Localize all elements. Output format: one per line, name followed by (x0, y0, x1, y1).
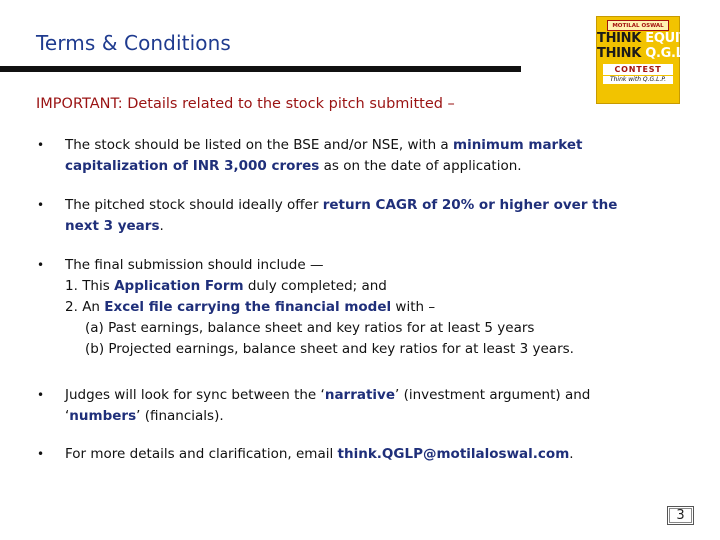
logo-line-1 (597, 31, 698, 46)
text-run-emphasis: return CAGR of 20% or higher over the next 3 years (65, 197, 618, 234)
text-run: . (159, 218, 164, 234)
logo-line-2 (597, 46, 700, 61)
text-run: ’ (investment argument) and ‘ (65, 387, 591, 424)
logo-contest: CONTEST (603, 64, 673, 75)
text-run: Judges will look for sync between the ‘ (65, 387, 325, 403)
bullet-text (65, 385, 655, 427)
email-link[interactable]: think.QGLP@motilaloswal.com (337, 446, 570, 462)
text-run: ’ (financials). (136, 408, 224, 424)
important-heading: IMPORTANT: Details related to the stock pitch submitted – (36, 96, 455, 112)
bullet-dot: • (37, 447, 45, 461)
text-run-emphasis: Excel file carrying the financial model (104, 299, 392, 315)
contest-logo (596, 16, 700, 104)
bullet-text (65, 255, 655, 360)
text-run: For more details and clarification, email (65, 446, 338, 462)
text-run-emphasis: narrative (324, 387, 396, 403)
text-run: The pitched stock should ideally offer (65, 197, 323, 213)
bullet-text (65, 195, 655, 237)
text-run: as on the date of application. (319, 158, 522, 174)
item-number: 1. (65, 278, 78, 294)
text-run: . (569, 446, 574, 462)
text-run-emphasis: numbers (69, 408, 137, 424)
title-underline (0, 66, 521, 72)
text-run-emphasis: Application Form (114, 278, 244, 294)
bullet-dot: • (37, 258, 45, 272)
bullet-text (65, 135, 655, 177)
item-number: 2. (65, 299, 78, 315)
submission-sub-b: (b) Projected earnings, balance sheet and key ratios for at least 3 years. (85, 341, 574, 357)
text-run: An (82, 299, 105, 315)
bullet-text (65, 444, 655, 465)
text-run: with – (391, 299, 436, 315)
logo-line-2-b: Q.G.L.P. (645, 46, 700, 61)
logo-line-2-a: THINK (597, 46, 646, 61)
page-number (667, 506, 694, 525)
submission-sub-a: (a) Past earnings, balance sheet and key ratios for at least 5 years (85, 320, 535, 336)
logo-line-1-a: THINK (597, 31, 646, 46)
text-run: duly completed; and (243, 278, 387, 294)
text-run: The stock should be listed on the BSE and/or NSE, with a (65, 137, 453, 153)
bullet-dot: • (37, 388, 45, 402)
logo-brand: MOTILAL OSWAL (607, 20, 669, 31)
submission-item-1 (65, 276, 655, 297)
page-number-text: 3 (676, 508, 685, 523)
bullet-dot: • (37, 198, 45, 212)
submission-intro: The final submission should include — (65, 257, 324, 273)
submission-item-2 (65, 297, 655, 318)
logo-line-1-b: EQUITY (645, 31, 698, 46)
logo-tagline: Think with Q.G.L.P. (603, 76, 673, 84)
bullet-dot: • (37, 138, 45, 152)
page-title: Terms & Conditions (36, 31, 231, 55)
text-run-emphasis: minimum market capitalization of INR 3,000 crores (65, 137, 583, 174)
text-run: This (82, 278, 115, 294)
